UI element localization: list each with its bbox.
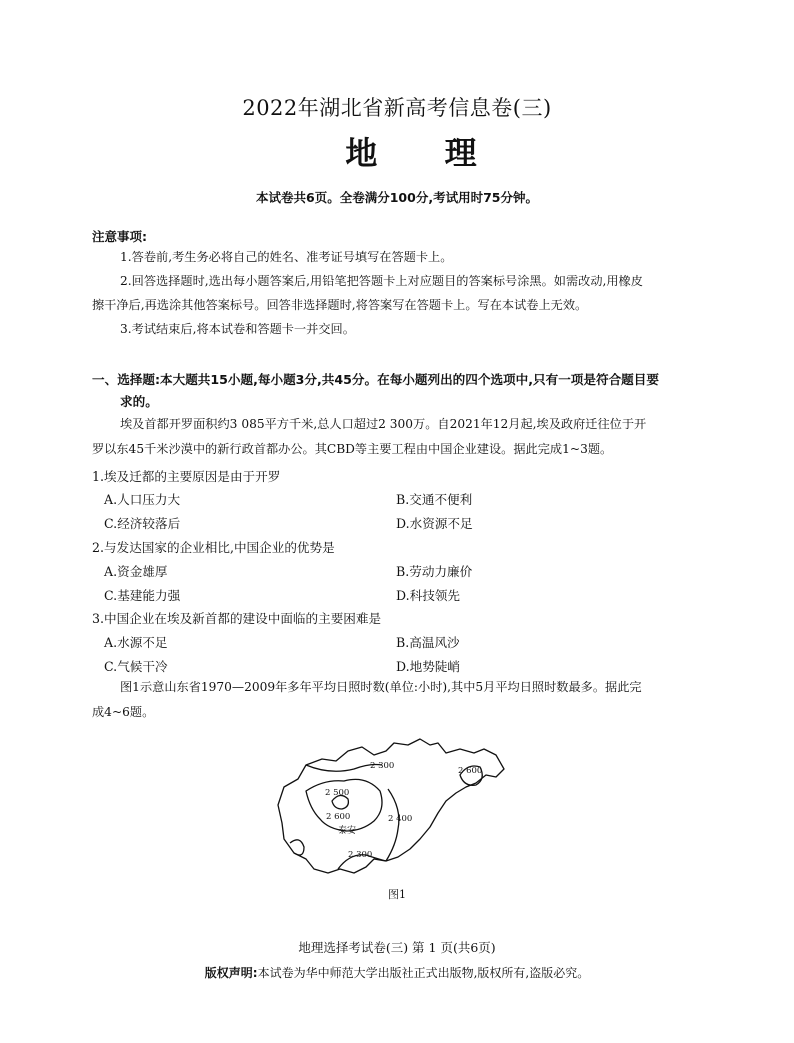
exam-info: 本试卷共6页。全卷满分100分,考试用时75分钟。 <box>256 190 538 205</box>
option-b: B.高温风沙 <box>396 635 460 650</box>
question-stem: 1.埃及迁都的主要原因是由于开罗 <box>92 469 281 484</box>
option-b: B.劳动力廉价 <box>396 564 473 579</box>
notice-item: 3.考试结束后,将本试卷和答题卡一并交回。 <box>120 322 355 336</box>
map-label-2500: 2 500 <box>325 788 350 798</box>
option-c: C.经济较落后 <box>104 516 181 531</box>
notice-item: 擦干净后,再选涂其他答案标号。回答非选择题时,将答案写在答题卡上。写在本试卷上无效。 <box>92 298 588 312</box>
isoline-2400 <box>386 789 399 861</box>
option-d: D.科技领先 <box>396 588 461 603</box>
option-a: A.水源不足 <box>104 635 168 650</box>
option-a: A.资金雄厚 <box>104 564 168 579</box>
page-footer: 地理选择考试卷(三) 第 1 页(共6页) <box>298 940 496 955</box>
option-b: B.交通不便利 <box>396 492 473 507</box>
map-label-2600-center: 2 600 <box>326 812 351 822</box>
isoline-2200 <box>290 840 304 855</box>
shandong-sunshine-map <box>270 735 510 880</box>
option-a: A.人口压力大 <box>104 492 181 507</box>
section-heading: 一、选择题:本大题共15小题,每小题3分,共45分。在每小题列出的四个选项中,只有一项是符合题目要 <box>92 372 659 387</box>
question-stem: 3.中国企业在埃及新首都的建设中面临的主要困难是 <box>92 611 382 626</box>
map-label-2600-east: 2 600 <box>458 766 483 776</box>
notice-item: 2.回答选择题时,选出每小题答案后,用铅笔把答题卡上对应题目的答案标号涂黑。如需改动,用橡皮 <box>120 274 643 288</box>
notice-item: 1.答卷前,考生务必将自己的姓名、准考证号填写在答题卡上。 <box>120 250 453 264</box>
exam-title: 2022年湖北省新高考信息卷(三) <box>242 96 552 120</box>
passage-text: 成4~6题。 <box>92 705 155 719</box>
subject-title: 地 理 <box>345 134 505 172</box>
map-label-2400: 2 400 <box>388 814 413 824</box>
copyright-text: 本试卷为华中师范大学出版社正式出版物,版权所有,盗版必究。 <box>257 966 590 980</box>
option-c: C.气候干冷 <box>104 659 168 674</box>
option-d: D.水资源不足 <box>396 516 473 531</box>
figure-caption: 图1 <box>388 888 406 901</box>
copyright-label: 版权声明: <box>204 966 258 980</box>
map-city-taian: 泰安 <box>338 826 357 836</box>
notice-heading: 注意事项: <box>92 229 147 244</box>
map-label-2300: 2 300 <box>370 761 395 771</box>
copyright-line <box>0 964 794 981</box>
option-d: D.地势陡峭 <box>396 659 461 674</box>
question-stem: 2.与发达国家的企业相比,中国企业的优势是 <box>92 540 335 555</box>
option-c: C.基建能力强 <box>104 588 181 603</box>
passage-text: 图1示意山东省1970—2009年多年平均日照时数(单位:小时),其中5月平均日照时数最多。据此完 <box>120 680 642 694</box>
passage-text: 埃及首都开罗面积约3 085平方千米,总人口超过2 300万。自2021年12月起,埃及政府迁往位于开 <box>120 417 647 431</box>
passage-text: 罗以东45千米沙漠中的新行政首都办公。其CBD等主要工程由中国企业建设。据此完成1~3题。 <box>92 442 613 456</box>
map-label-2300-south: 2 300 <box>348 850 373 860</box>
section-heading-cont: 求的。 <box>120 394 158 409</box>
